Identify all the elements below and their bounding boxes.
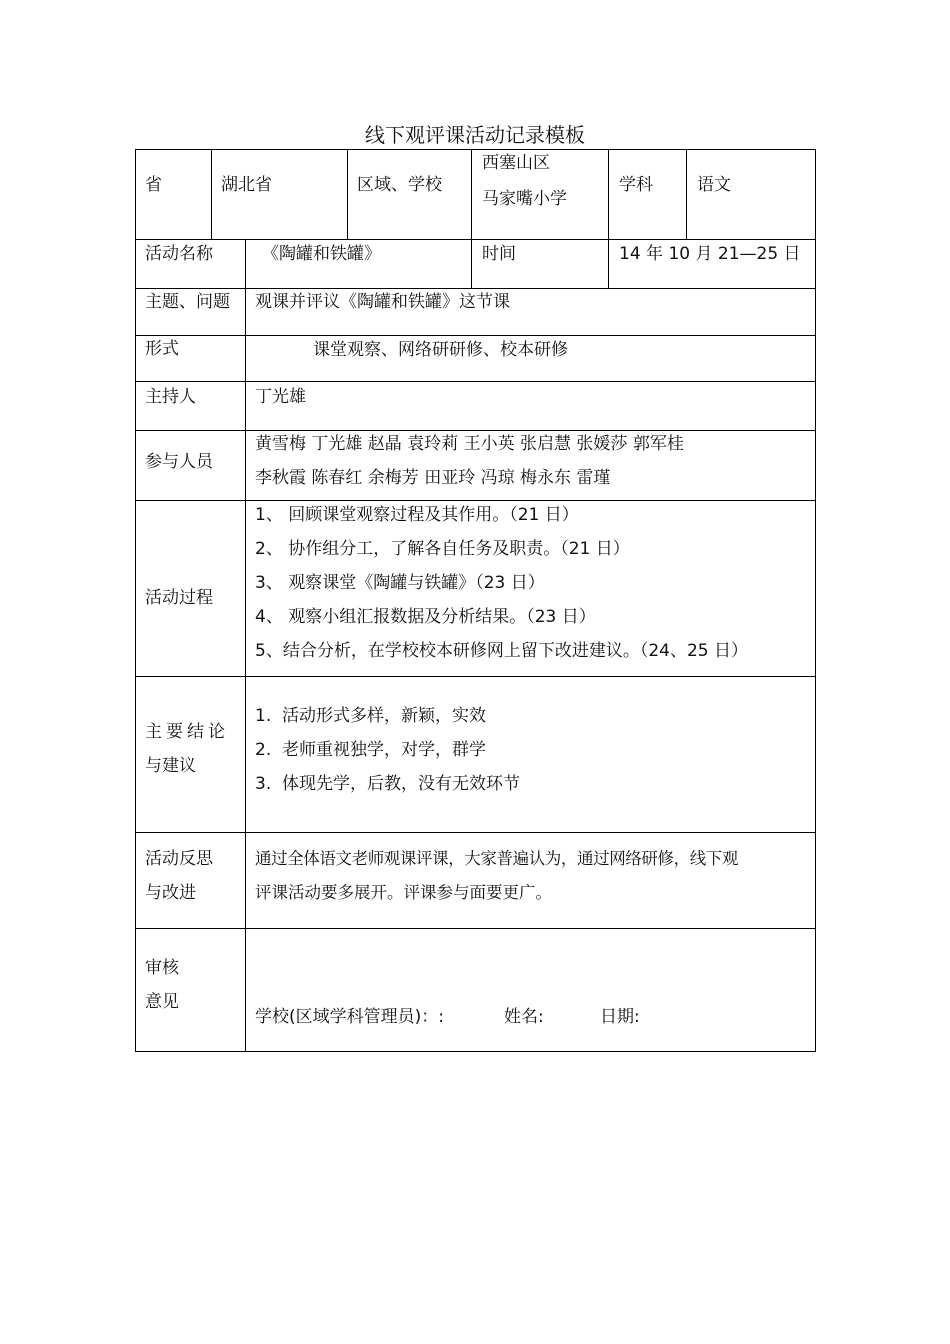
region-school-label: 区域、学校 [357, 175, 442, 195]
row-divider [135, 928, 816, 929]
reflection-line: 评课活动要多展开。评课参与面要更广。 [255, 883, 552, 902]
row-divider [135, 832, 816, 833]
participants-line: 黄雪梅 丁光雄 赵晶 袁玲莉 王小英 张启慧 张媛莎 郭军桂 [255, 434, 684, 454]
label-column-divider [245, 239, 246, 1052]
school-value: 马家嘴小学 [482, 189, 567, 209]
host-value: 丁光雄 [255, 387, 306, 407]
review-label-line: 审核 [145, 958, 179, 978]
subject-value: 语文 [697, 175, 731, 195]
participants-label: 参与人员 [145, 452, 213, 472]
format-label: 形式 [145, 339, 179, 359]
column-divider [347, 149, 348, 239]
province-label: 省 [145, 175, 162, 195]
conclusion-item: 1. 活动形式多样，新颖，实效 [255, 706, 487, 726]
topic-label: 主题、问题 [145, 292, 230, 312]
column-divider [211, 149, 212, 239]
conclusion-label-line: 与建议 [145, 756, 196, 776]
table-border-bottom [135, 1051, 816, 1052]
review-label [145, 951, 179, 1019]
column-divider [471, 149, 472, 289]
review-date-label: 日期: [600, 1007, 640, 1027]
page-title: 线下观评课活动记录模板 [365, 123, 585, 147]
column-divider [686, 149, 687, 239]
table-border-top [135, 149, 816, 150]
process-item: 4、 观察小组汇报数据及分析结果。（23 日） [255, 607, 596, 627]
process-item: 2、 协作组分工，了解各自任务及职责。（21 日） [255, 539, 630, 559]
province-value: 湖北省 [221, 175, 272, 195]
subject-label: 学科 [619, 175, 653, 195]
reflection-label-line: 活动反思 [145, 849, 213, 869]
participants-line: 李秋霞 陈春红 余梅芳 田亚玲 冯琼 梅永东 雷瑾 [255, 468, 611, 488]
reflection-label-line: 与改进 [145, 883, 196, 903]
region-value: 西塞山区 [482, 153, 550, 173]
activity-name-value: 《陶罐和铁罐》 [262, 244, 381, 264]
conclusion-list [255, 699, 520, 801]
process-item: 3、 观察课堂《陶罐与铁罐》（23 日） [255, 573, 545, 593]
topic-value: 观课并评议《陶罐和铁罐》这节课 [255, 292, 510, 312]
row-divider [135, 381, 816, 382]
format-value: 课堂观察、网络研研修、校本研修 [313, 340, 568, 360]
column-divider [608, 149, 609, 289]
reflection-line: 通过全体语文老师观课评课，大家普遍认为，通过网络研修，线下观 [255, 849, 739, 868]
conclusion-item: 3. 体现先学，后教，没有无效环节 [255, 774, 521, 794]
conclusion-item: 2. 老师重视独学，对学，群学 [255, 740, 487, 760]
reflection-label [145, 842, 213, 910]
process-item: 1、 回顾课堂观察过程及其作用。（21 日） [255, 505, 579, 525]
school-admin-label: 学校(区域学科管理员)：: [255, 1007, 444, 1027]
row-divider [135, 676, 816, 677]
time-value: 14 年 10 月 21—25 日 [619, 244, 801, 264]
table-border-right [815, 149, 816, 1052]
process-list [255, 498, 748, 668]
process-label: 活动过程 [145, 588, 213, 608]
reviewer-name-label: 姓名: [504, 1007, 544, 1027]
table-border-left [135, 149, 136, 1052]
process-item: 5、结合分析，在学校校本研修网上留下改进建议。（24、25 日） [255, 641, 748, 661]
activity-name-label: 活动名称 [145, 244, 213, 264]
reflection-text [255, 842, 811, 910]
time-label: 时间 [482, 244, 516, 264]
region-school-value [482, 146, 567, 216]
conclusion-label [145, 715, 229, 783]
review-label-line: 意见 [145, 992, 179, 1012]
host-label: 主持人 [145, 387, 196, 407]
participants-value [255, 427, 684, 495]
conclusion-label-line: 主要结论 [145, 722, 229, 742]
